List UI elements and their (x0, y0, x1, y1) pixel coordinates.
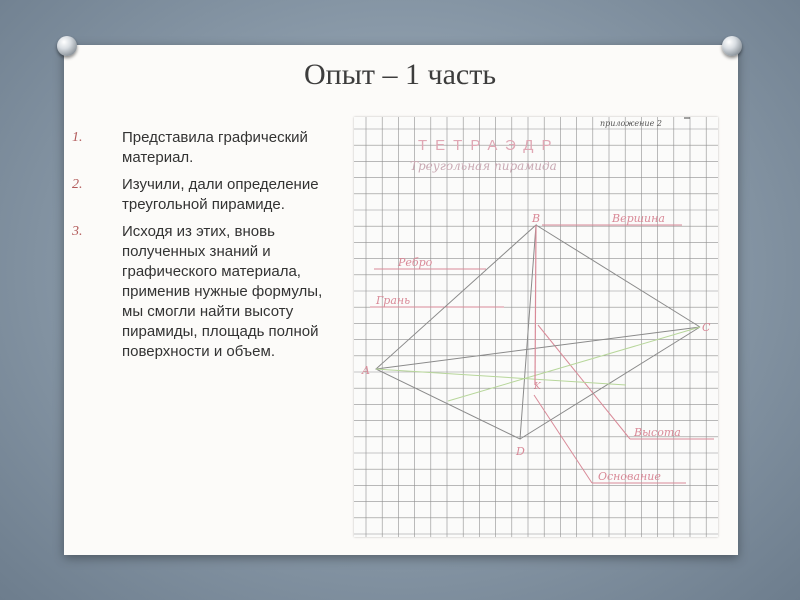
base-leader-a (534, 395, 592, 483)
median-a (376, 369, 626, 385)
edge-term-label: Ребро (398, 256, 433, 269)
vertex-c-label: C (702, 321, 711, 334)
figure-subheading: Треугольная пирамида (410, 159, 557, 173)
edge-ac (376, 327, 700, 369)
corner-note: приложение 2 (600, 119, 662, 128)
page-title: Опыт – 1 часть (304, 58, 496, 91)
height-term-label: Высота (634, 426, 681, 439)
vertex-d-label: D (516, 445, 525, 458)
list-item-text: Представила графический материал. (122, 129, 308, 166)
edge-cd (520, 327, 700, 439)
pin-left-icon (57, 36, 77, 56)
pin-right-icon (722, 36, 742, 56)
vertex-a-label: A (362, 364, 370, 377)
list-item (72, 128, 334, 168)
vertex-term-label: Вершина (612, 212, 665, 225)
vertex-b-label: B (532, 212, 541, 225)
list-item (72, 175, 334, 215)
tetrahedron-drawing (354, 117, 718, 537)
list-item-text: Исходя из этих, вновь полученных знаний и графического материала, применив нужные формулы, мы смогли найти высоту пирамиды, площадь полной поверхности и объем. (122, 223, 323, 360)
base-term-label: Основание (598, 470, 661, 483)
median-c (448, 327, 700, 401)
figure-heading: ТЕТРАЭДР (418, 137, 560, 154)
height-bk (535, 225, 536, 385)
point-k-label: K (534, 382, 541, 392)
steps-list (72, 128, 334, 369)
list-item-number: 2. (72, 177, 83, 192)
tetrahedron-svg (354, 117, 718, 537)
list-item-number: 3. (72, 224, 83, 239)
face-term-label: Грань (376, 294, 411, 307)
grid-paper (354, 117, 718, 537)
list-item-text: Изучили, дали определение треугольной пирамиде. (122, 176, 319, 213)
list-item (72, 222, 334, 362)
list-item-number: 1. (72, 130, 83, 145)
